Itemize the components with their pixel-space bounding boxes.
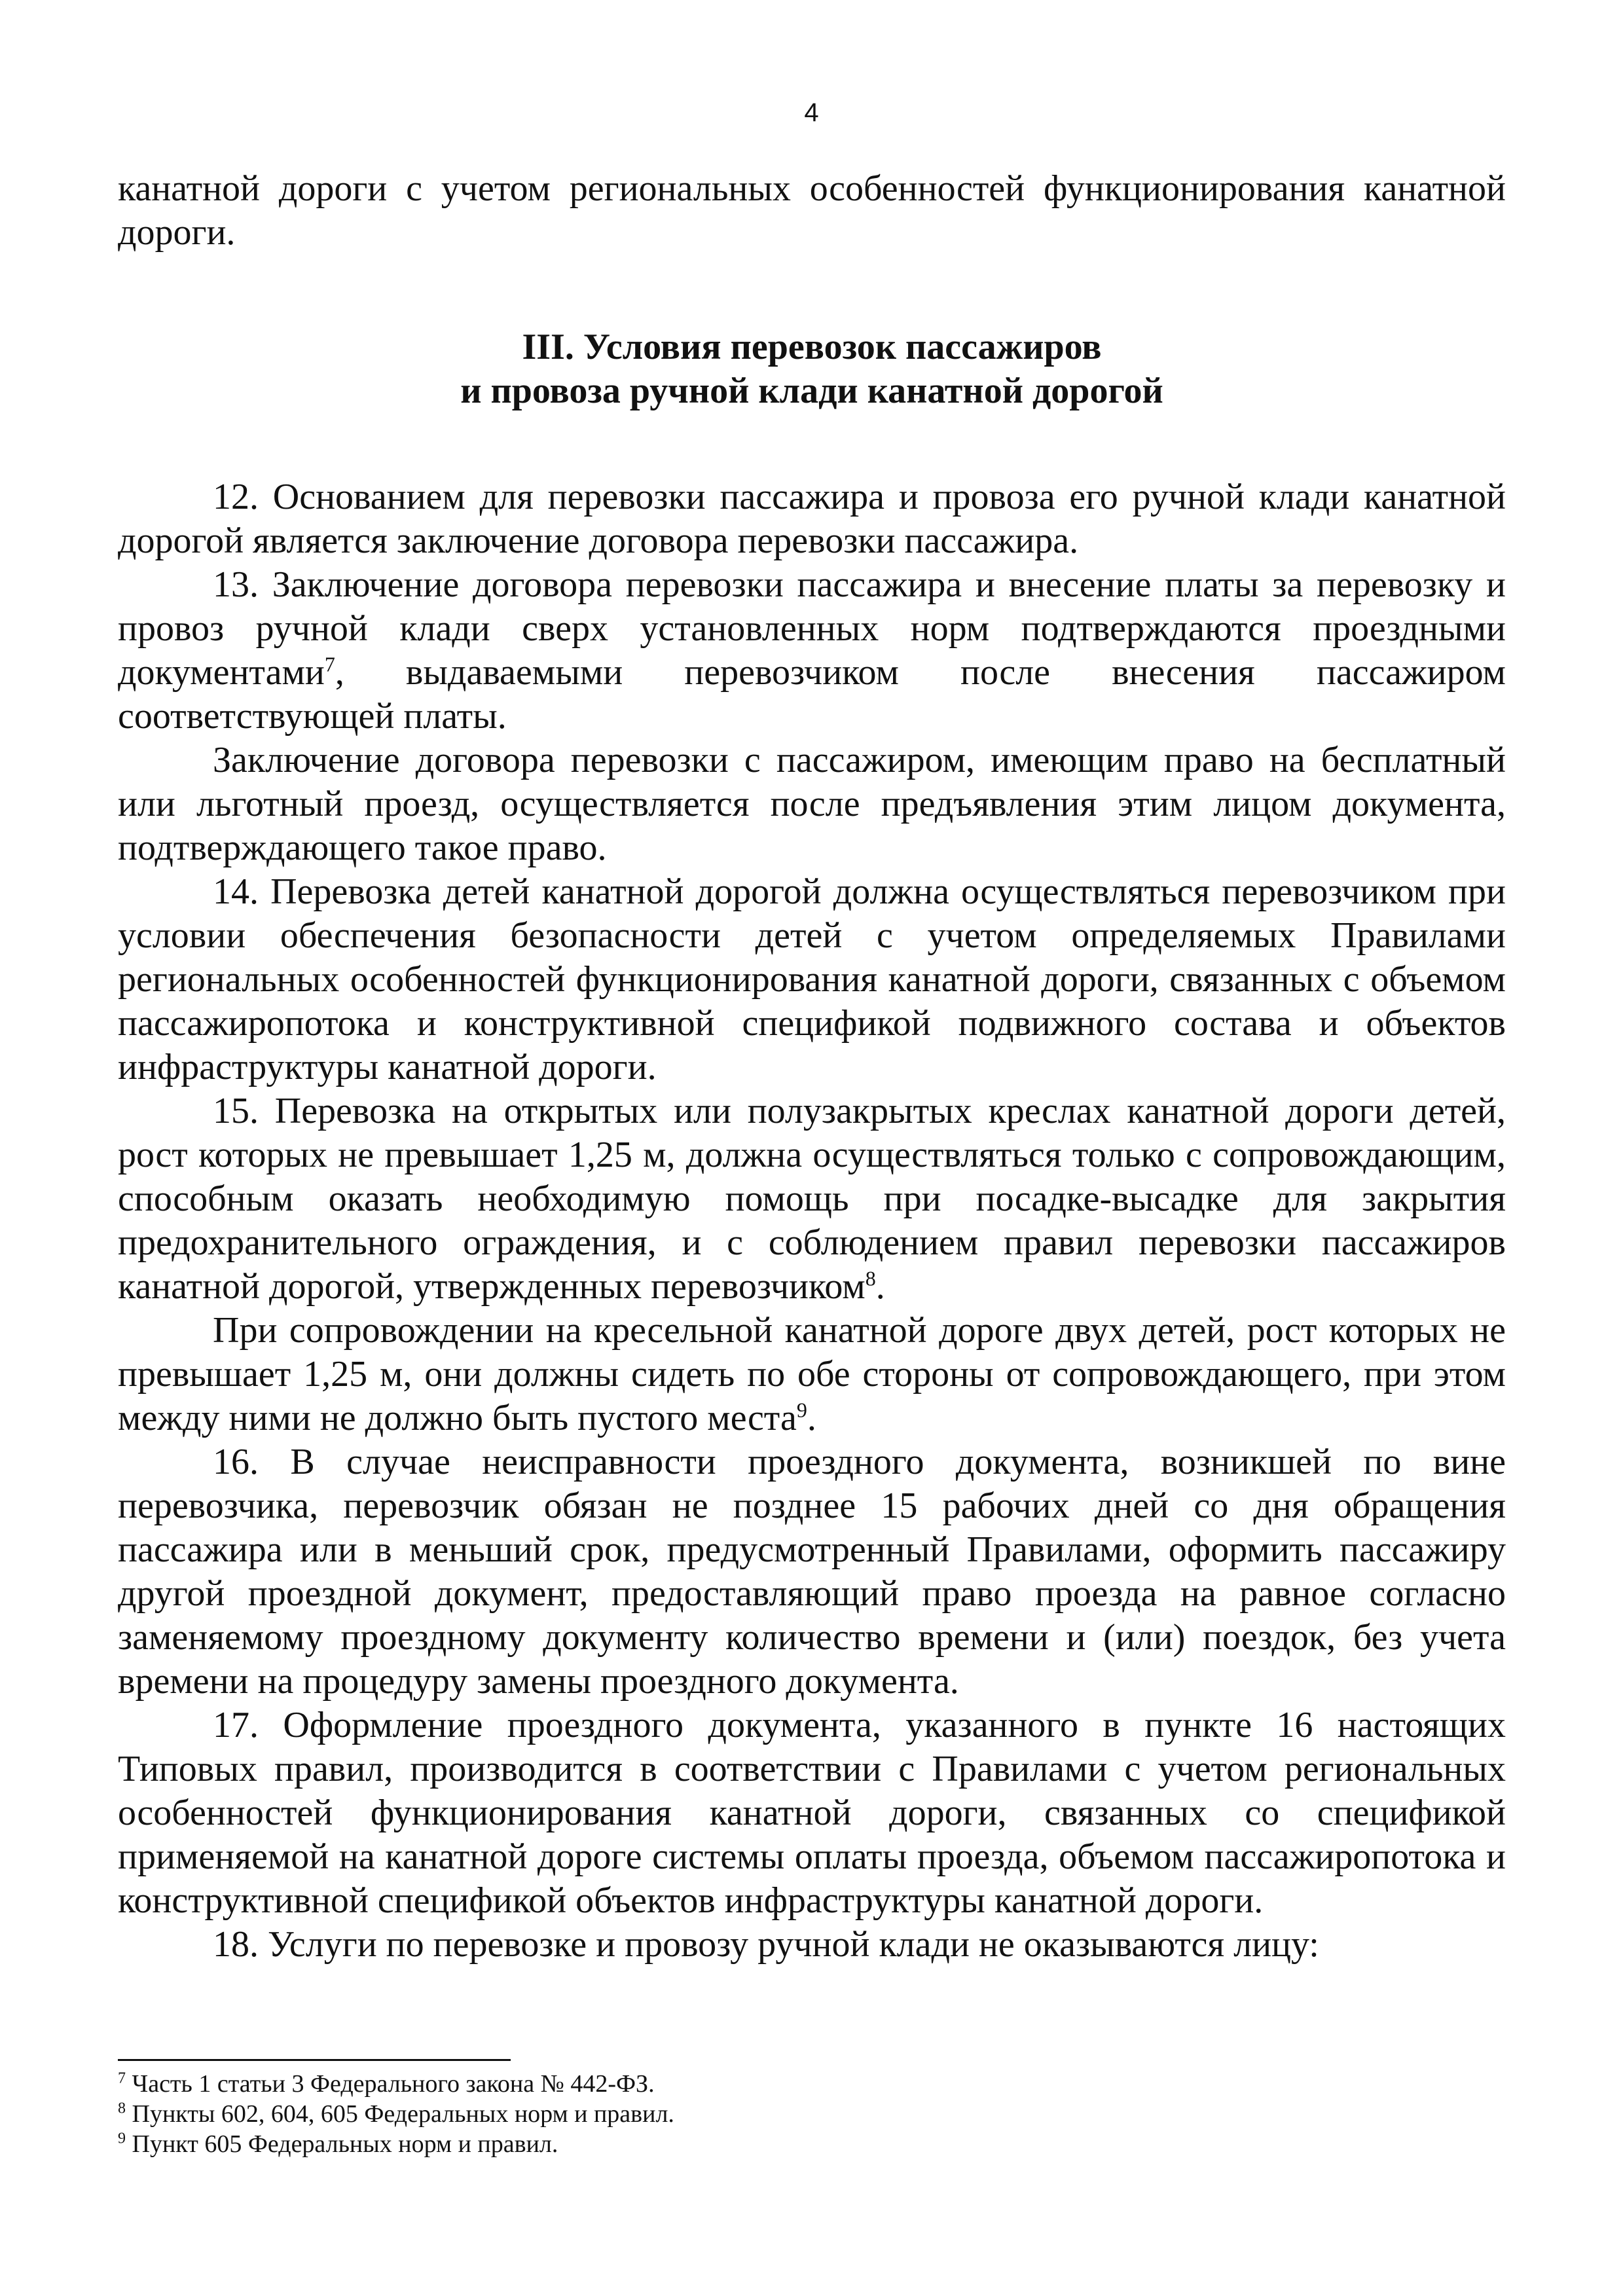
footnote-number: 8 [118,2100,126,2117]
footnote-ref-9: 9 [796,1398,807,1422]
footnote-separator [118,2059,511,2061]
footnote-text: Пункты 602, 604, 605 Федеральных норм и правил. [126,2100,674,2128]
paragraph-15 [118,1089,1506,1309]
paragraph-15-text: 15. Перевозка на открытых или полузакрытых креслах канатной дороги детей, рост которых не превышает 1,25 м, должна осуществляться только с сопровождающим, способным оказать необходимую помощь при посадке-высадке для закрытия предохранительного ограждения, и с соблюдением правил перевозки пассажиров канатной дорогой, утвержденных перевозчиком [118,1091,1506,1307]
paragraph-15b-text-end: . [807,1398,816,1438]
footnote-text: Пункт 605 Федеральных норм и правил. [126,2130,558,2158]
paragraph-12: 12. Основанием для перевозки пассажира и провоза его ручной клади канатной дорогой является заключение договора перевозки пассажира. [118,477,1506,561]
paragraph-14: 14. Перевозка детей канатной дорогой должна осуществляться перевозчиком при условии обеспечения безопасности детей с учетом определяемых Правилами региональных особенностей функционирования канатной дороги, связанных с объемом пассажиропотока и конструктивной спецификой подвижного состава и объектов инфраструктуры канатной дороги. [118,871,1506,1087]
intro-paragraph: канатной дороги с учетом региональных особенностей функционирования канатной дороги. [118,168,1506,253]
footnote-number: 9 [118,2130,126,2147]
footnote-9 [118,2129,1506,2159]
paragraph-16: 16. В случае неисправности проездного документа, возникшей по вине перевозчика, перевозчик обязан не позднее 15 рабочих дней со дня обращения пассажира или в меньший срок, предусмотренный Правилами, оформить пассажиру другой проездной документ, предоставляющий право проезда на равное согласно заменяемому проездному документу количество времени и (или) поездок, без учета времени на процедуру замены проездного документа. [118,1442,1506,1702]
paragraph-15b-text: При сопровождении на кресельной канатной дороге двух детей, рост которых не превышает 1,25 м, они должны сидеть по обе стороны от сопровождающего, при этом между ними не должно быть пустого места [118,1310,1506,1438]
footnote-text: Часть 1 статьи 3 Федерального закона № 442-ФЗ. [126,2070,655,2098]
paragraph-13 [118,563,1506,738]
section-title-line-1: III. Условия перевозок пассажиров [522,327,1102,367]
paragraph-15-continued [118,1309,1506,1440]
footnote-ref-8: 8 [865,1266,876,1290]
paragraph-15-text-end: . [875,1266,885,1307]
footnote-number: 7 [118,2069,126,2087]
paragraph-13-continued: Заключение договора перевозки с пассажиром, имеющим право на бесплатный или льготный проезд, осуществляется после предъявления этим лицом документа, подтверждающего такое право. [118,740,1506,868]
page-number: 4 [804,98,819,127]
section-heading [118,325,1506,413]
document-body [118,167,1506,1967]
section-title-line-2: и провоза ручной клади канатной дорогой [460,371,1163,411]
footnote-8 [118,2099,1506,2129]
paragraph-18: 18. Услуги по перевозке и провозу ручной клади не оказываются лицу: [213,1924,1319,1965]
footnotes [118,2069,1506,2159]
paragraph-17: 17. Оформление проездного документа, указанного в пункте 16 настоящих Типовых правил, производится в соответствии с Правилами с учетом региональных особенностей функционирования канатной дороги, связанных со спецификой применяемой на канатной дороге системы оплаты проезда, объемом пассажиропотока и конструктивной спецификой объектов инфраструктуры канатной дороги. [118,1705,1506,1921]
footnote-7 [118,2069,1506,2099]
paragraph-13-text: 13. Заключение договора перевозки пассажира и внесение платы за перевозку и провоз ручной клади сверх установленных норм подтверждаются проездными документами [118,564,1506,693]
paragraph-13-text-end: , выдаваемыми перевозчиком после внесения пассажиром соответствующей платы. [118,652,1506,737]
footnote-ref-7: 7 [324,652,335,676]
